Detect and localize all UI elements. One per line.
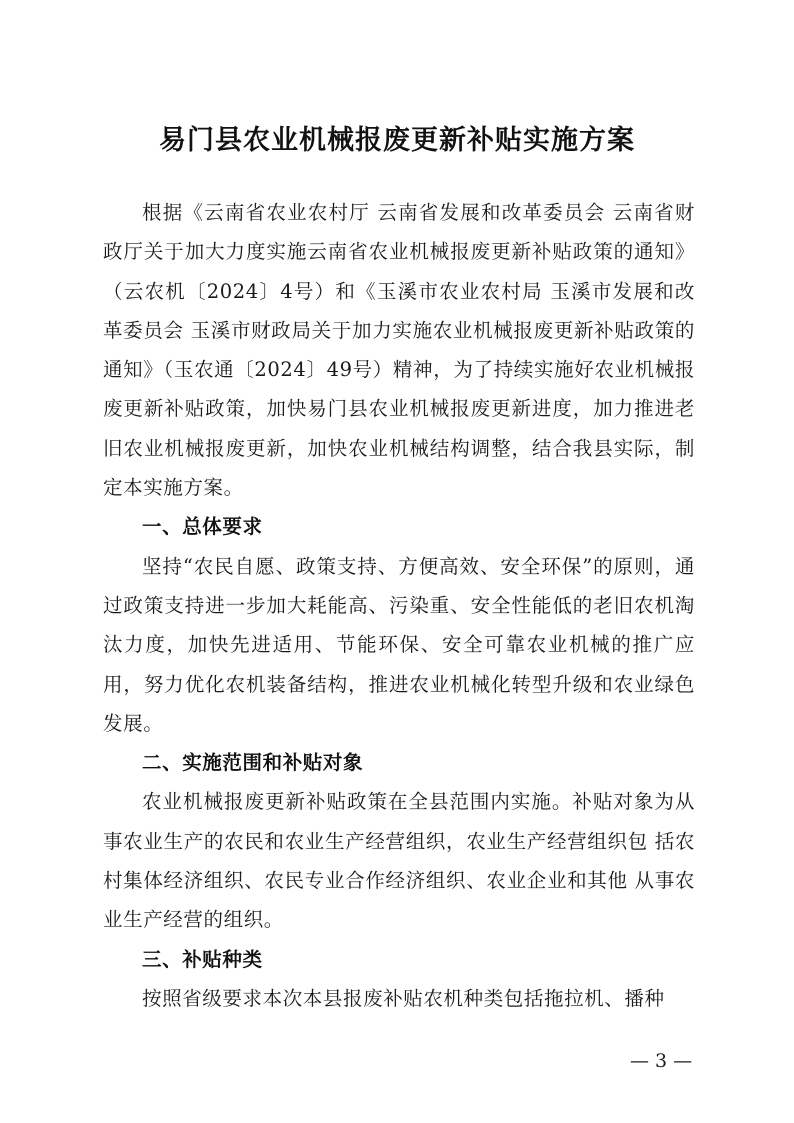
page-number: — 3 — <box>630 1050 693 1072</box>
section-paragraph-general-requirements: 坚持“农民自愿、政策支持、方便高效、安全环保”的原则，通过政策支持进一步加大耗能高、污染重、安全性能低的老旧农机淘汰力度，加快先进适用、节能环保、安全可靠农业机械的推广应用，努力优化农机装备结构，推进农业机械化转型升级和农业绿色发展。 <box>103 554 695 735</box>
section-paragraph-scope-and-recipients: 农业机械报废更新补贴政策在全县范围内实施。补贴对象为从事农业生产的农民和农业生产经营组织，农业生产经营组织包 括农村集体经济组织、农民专业合作经济组织、农业企业和其他 从事农业生产经营的组织。 <box>103 790 695 932</box>
section-paragraph-subsidy-types: 按照省级要求本次本县报废补贴农机种类包括拖拉机、播种 <box>142 986 665 1010</box>
section-heading-general-requirements: 一、总体要求 <box>142 515 263 539</box>
section-heading-subsidy-types: 三、补贴种类 <box>142 947 263 971</box>
intro-paragraph: 根据《云南省农业农村厅 云南省发展和改革委员会 云南省财政厅关于加大力度实施云南省农业机械报废更新补贴政策的通知》（云农机〔2024〕4号）和《玉溪市农业农村局 玉溪市发展和改革委员会 玉溪市财政局关于加力实施农业机械报废更新补贴政策的通知》（玉农通〔2024〕49号）精神，为了持续实施好农业机械报废更新补贴政策，加快易门县农业机械报废更新进度，加力推进老旧农业机械报废更新，加快农业机械结构调整，结合我县实际，制定本实施方案。 <box>103 201 695 500</box>
section-heading-scope-and-recipients: 二、实施范围和补贴对象 <box>142 751 364 775</box>
document-body <box>103 193 695 1018</box>
page-title: 易门县农业机械报废更新补贴实施方案 <box>159 125 635 156</box>
